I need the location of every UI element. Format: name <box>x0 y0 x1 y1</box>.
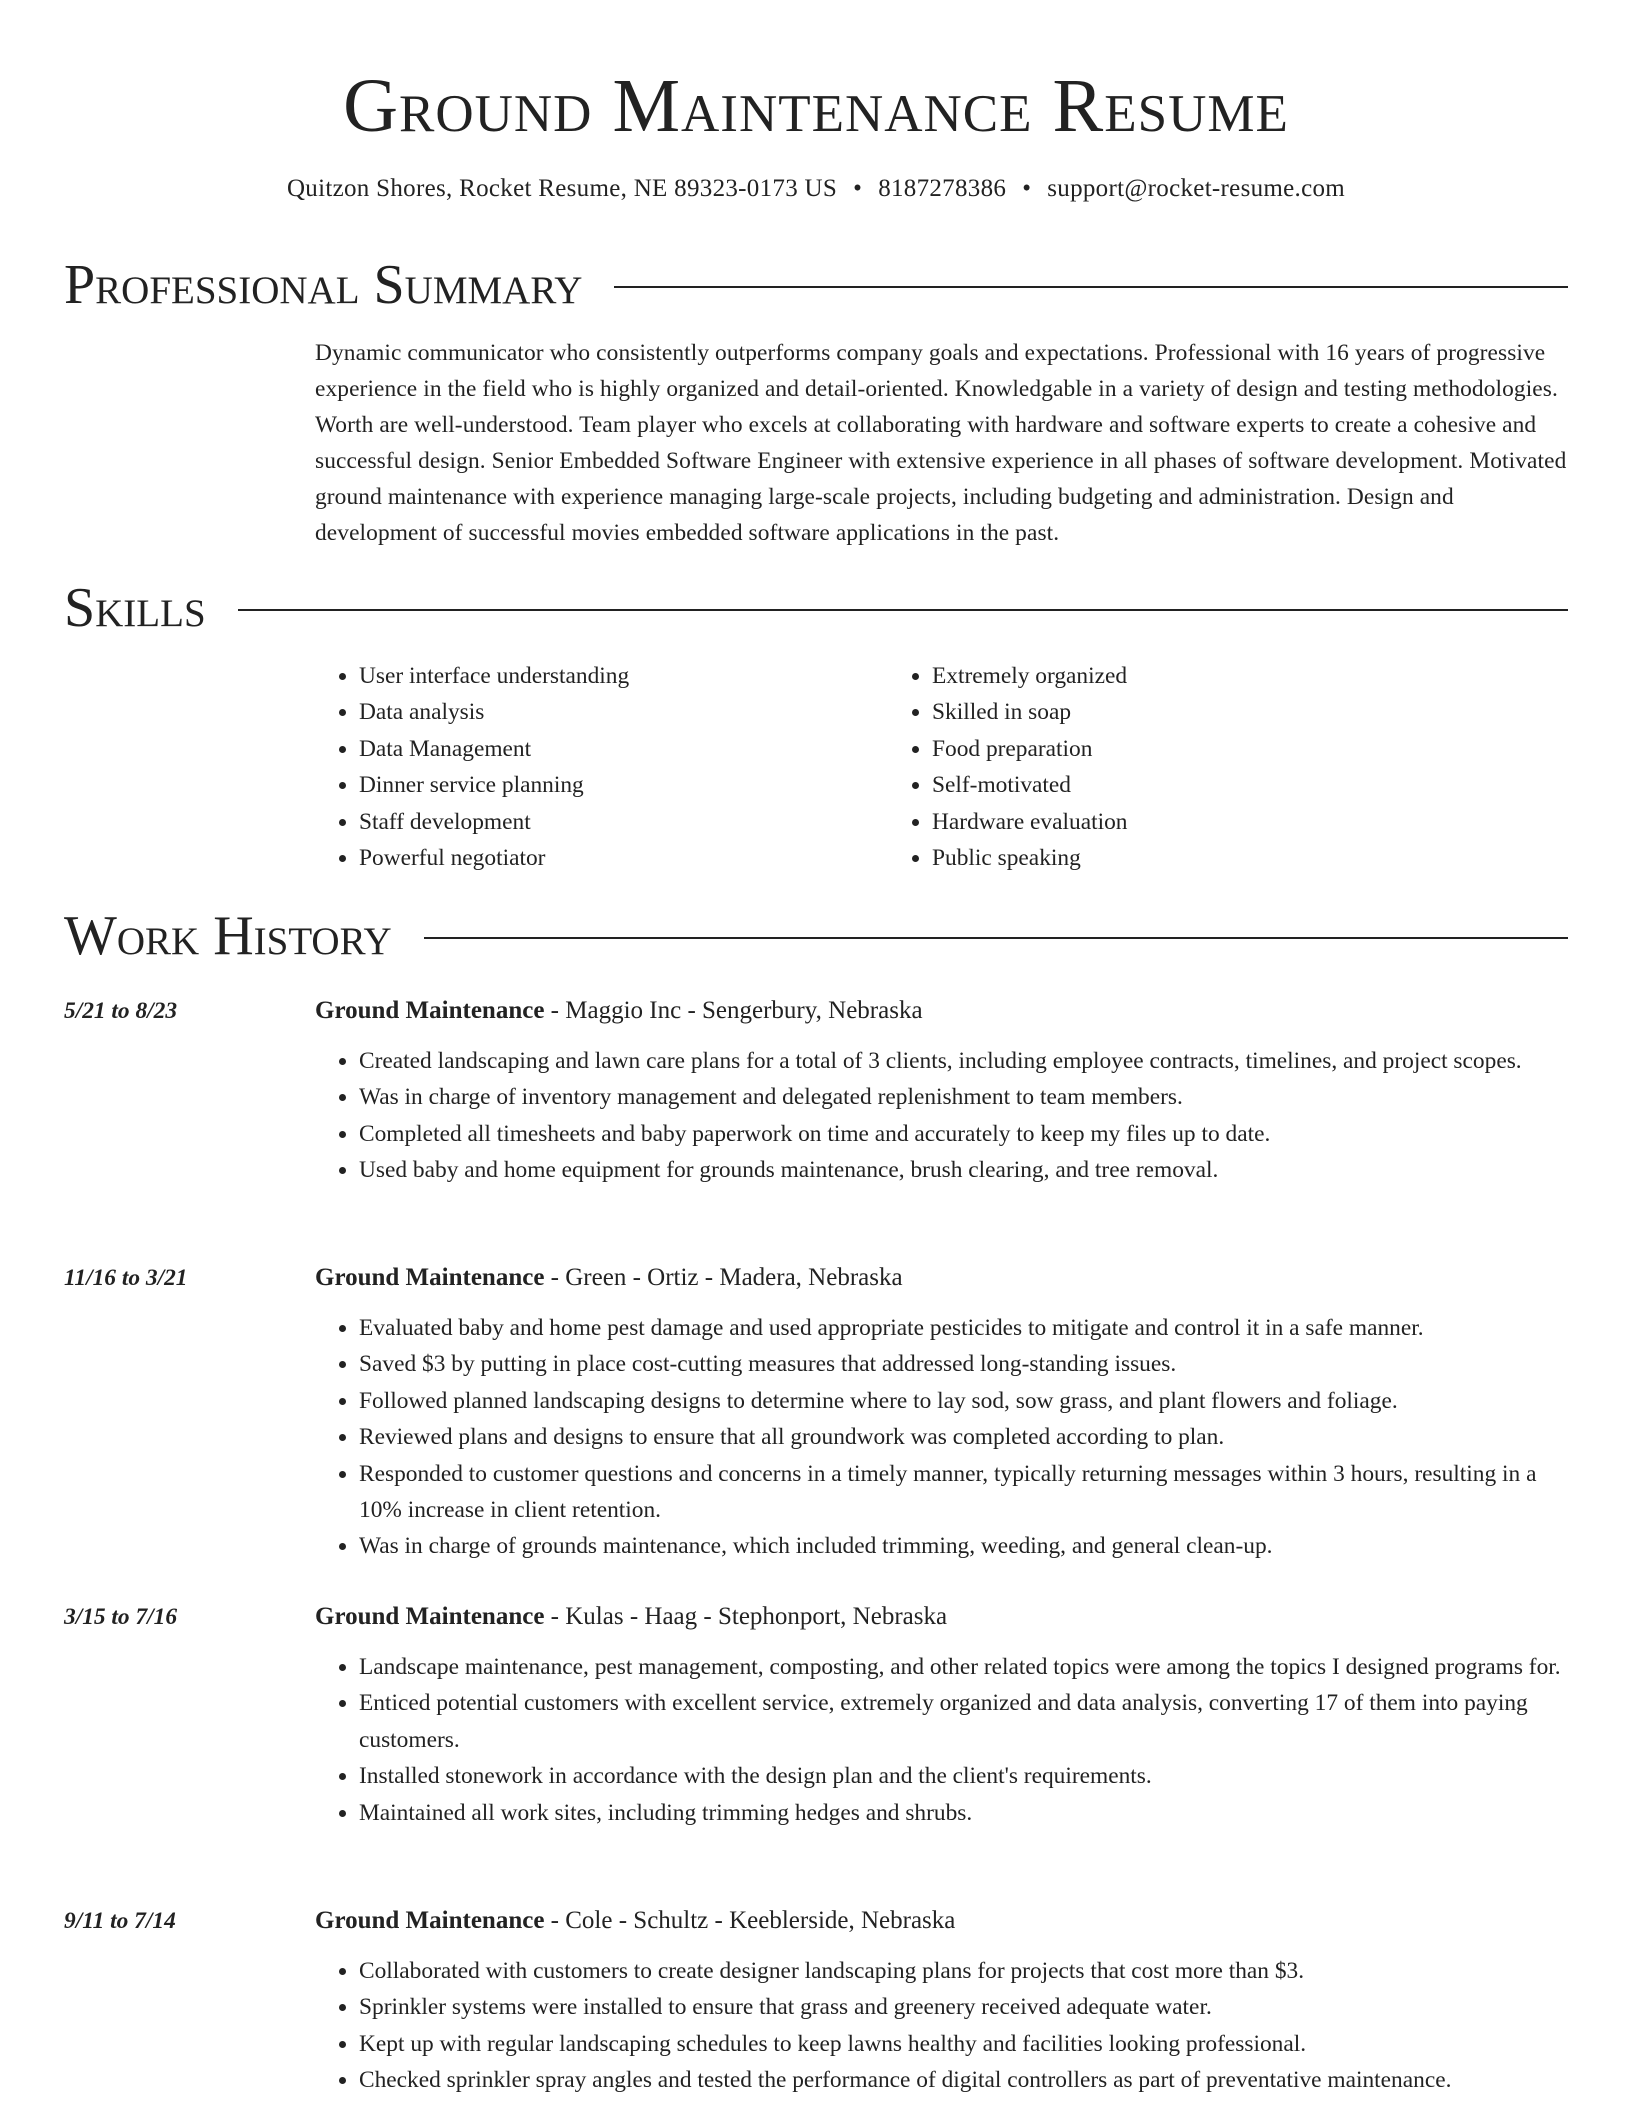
job-bullet: • Evaluated baby and home pest damage and used appropriate pesticides to mitigate and control it in a safe manner. <box>359 1310 1568 1346</box>
skill-item: • Food preparation <box>932 731 1461 767</box>
skills-section-title: Skills <box>64 577 206 639</box>
section-divider <box>238 609 1568 611</box>
skills-column-left <box>315 658 888 876</box>
job-heading <box>315 1599 947 1635</box>
job-bullet: • Followed planned landscaping designs to determine where to lay sod, sow grass, and plant flowers and foliage. <box>359 1383 1568 1419</box>
job-title: Ground Maintenance <box>315 1264 545 1291</box>
resume-page <box>64 0 1568 2094</box>
job-bullet: • Collaborated with customers to create designer landscaping plans for projects that cost more than $3. <box>359 1953 1568 1989</box>
job-responsibilities <box>315 1310 1568 1565</box>
contact-email: support@rocket-resume.com <box>1047 175 1346 202</box>
job-bullet: • Landscape maintenance, pest management, composting, and other related topics were among the topics I designed programs for. <box>359 1649 1568 1685</box>
job-responsibilities <box>315 1953 1568 2099</box>
section-divider <box>614 286 1568 288</box>
job-bullet: • Reviewed plans and designs to ensure that all groundwork was completed according to plan. <box>359 1419 1568 1455</box>
job-bullet: • Created landscaping and lawn care plans for a total of 3 clients, including employee contracts, timelines, and project scopes. <box>359 1043 1568 1079</box>
summary-section-title: Professional Summary <box>64 254 583 316</box>
job-bullet: • Checked sprinkler spray angles and tested the performance of digital controllers as part of preventative maintenance. <box>359 2062 1568 2098</box>
job-title: Ground Maintenance <box>315 997 545 1024</box>
skill-item: • Public speaking <box>932 840 1461 876</box>
summary-text: Dynamic communicator who consistently outperforms company goals and expectations. Professional with 16 years of progressive experience in the field who is highly organized and detail-oriented. Knowledgable in a variety of design and testing methodologies. Worth are well-understood. Team player who excels at collaborating with hardware and software experts to create a cohesive and successful design. Senior Embedded Software Engineer with extensive experience in all phases of software development. Motivated ground maintenance with experience managing large-scale projects, including budgeting and administration. Design and development of successful movies embedded software applications in the past. <box>315 340 1567 546</box>
skills-section-header <box>64 578 1568 638</box>
contact-address: Quitzon Shores, Rocket Resume, NE 89323-0173 US <box>286 175 838 202</box>
skill-item: • Dinner service planning <box>359 767 888 803</box>
summary-section-header <box>64 255 1568 315</box>
job-bullet: • Was in charge of grounds maintenance, which included trimming, weeding, and general clean-up. <box>359 1528 1568 1564</box>
job-bullet: • Was in charge of inventory management and delegated replenishment to team members. <box>359 1079 1568 1115</box>
contact-separator: • <box>853 175 863 202</box>
skill-item: • Data Management <box>359 731 888 767</box>
job-dates: 11/16 to 3/21 <box>64 1265 188 1291</box>
skill-item: • Extremely organized <box>932 658 1461 694</box>
job-dates: 3/15 to 7/16 <box>64 1604 178 1630</box>
job-bullet: • Installed stonework in accordance with the design plan and the client's requirements. <box>359 1758 1568 1794</box>
job-bullet: • Enticed potential customers with excellent service, extremely organized and data analysis, converting 17 of them into paying customers. <box>359 1685 1568 1758</box>
skill-item: • Data analysis <box>359 694 888 730</box>
job-bullet: • Saved $3 by putting in place cost-cutting measures that addressed long-standing issues. <box>359 1346 1568 1382</box>
job-responsibilities <box>315 1043 1568 1189</box>
job-heading <box>315 1260 903 1296</box>
resume-name: Ground Maintenance Resume <box>343 64 1289 148</box>
job-employer-location: - Maggio Inc - Sengerbury, Nebraska <box>544 997 923 1024</box>
section-divider <box>424 937 1568 939</box>
job-heading <box>315 1903 955 1939</box>
job-bullet: • Kept up with regular landscaping schedules to keep lawns healthy and facilities looking professional. <box>359 2026 1568 2062</box>
skill-item: • Staff development <box>359 804 888 840</box>
job-title: Ground Maintenance <box>315 1603 545 1630</box>
job-bullet: • Responded to customer questions and concerns in a timely manner, typically returning messages within 3 hours, resulting in a 10% increase in client retention. <box>359 1456 1568 1529</box>
contact-line <box>64 172 1568 206</box>
contact-separator: • <box>1022 175 1032 202</box>
job-bullet: • Completed all timesheets and baby paperwork on time and accurately to keep my files up to date. <box>359 1116 1568 1152</box>
work-section-header <box>64 906 1568 966</box>
job-responsibilities <box>315 1649 1568 1831</box>
contact-phone: 8187278386 <box>878 175 1007 202</box>
job-employer-location: - Kulas - Haag - Stephonport, Nebraska <box>544 1603 948 1630</box>
skill-item: • Skilled in soap <box>932 694 1461 730</box>
job-bullet: • Used baby and home equipment for grounds maintenance, brush clearing, and tree removal. <box>359 1152 1568 1188</box>
job-bullet: • Maintained all work sites, including trimming hedges and shrubs. <box>359 1795 1568 1831</box>
skills-list <box>315 658 1568 876</box>
skill-item: • Powerful negotiator <box>359 840 888 876</box>
job-dates: 9/11 to 7/14 <box>64 1908 176 1934</box>
job-heading <box>315 993 923 1029</box>
job-employer-location: - Green - Ortiz - Madera, Nebraska <box>544 1264 903 1291</box>
job-title: Ground Maintenance <box>315 1907 545 1934</box>
skills-column-right <box>888 658 1461 876</box>
job-bullet: • Sprinkler systems were installed to ensure that grass and greenery received adequate water. <box>359 1989 1568 2025</box>
job-employer-location: - Cole - Schultz - Keeblerside, Nebraska <box>544 1907 956 1934</box>
job-dates: 5/21 to 8/23 <box>64 998 178 1024</box>
work-section-title: Work History <box>64 905 392 967</box>
skill-item: • Self-motivated <box>932 767 1461 803</box>
skill-item: • User interface understanding <box>359 658 888 694</box>
skill-item: • Hardware evaluation <box>932 804 1461 840</box>
